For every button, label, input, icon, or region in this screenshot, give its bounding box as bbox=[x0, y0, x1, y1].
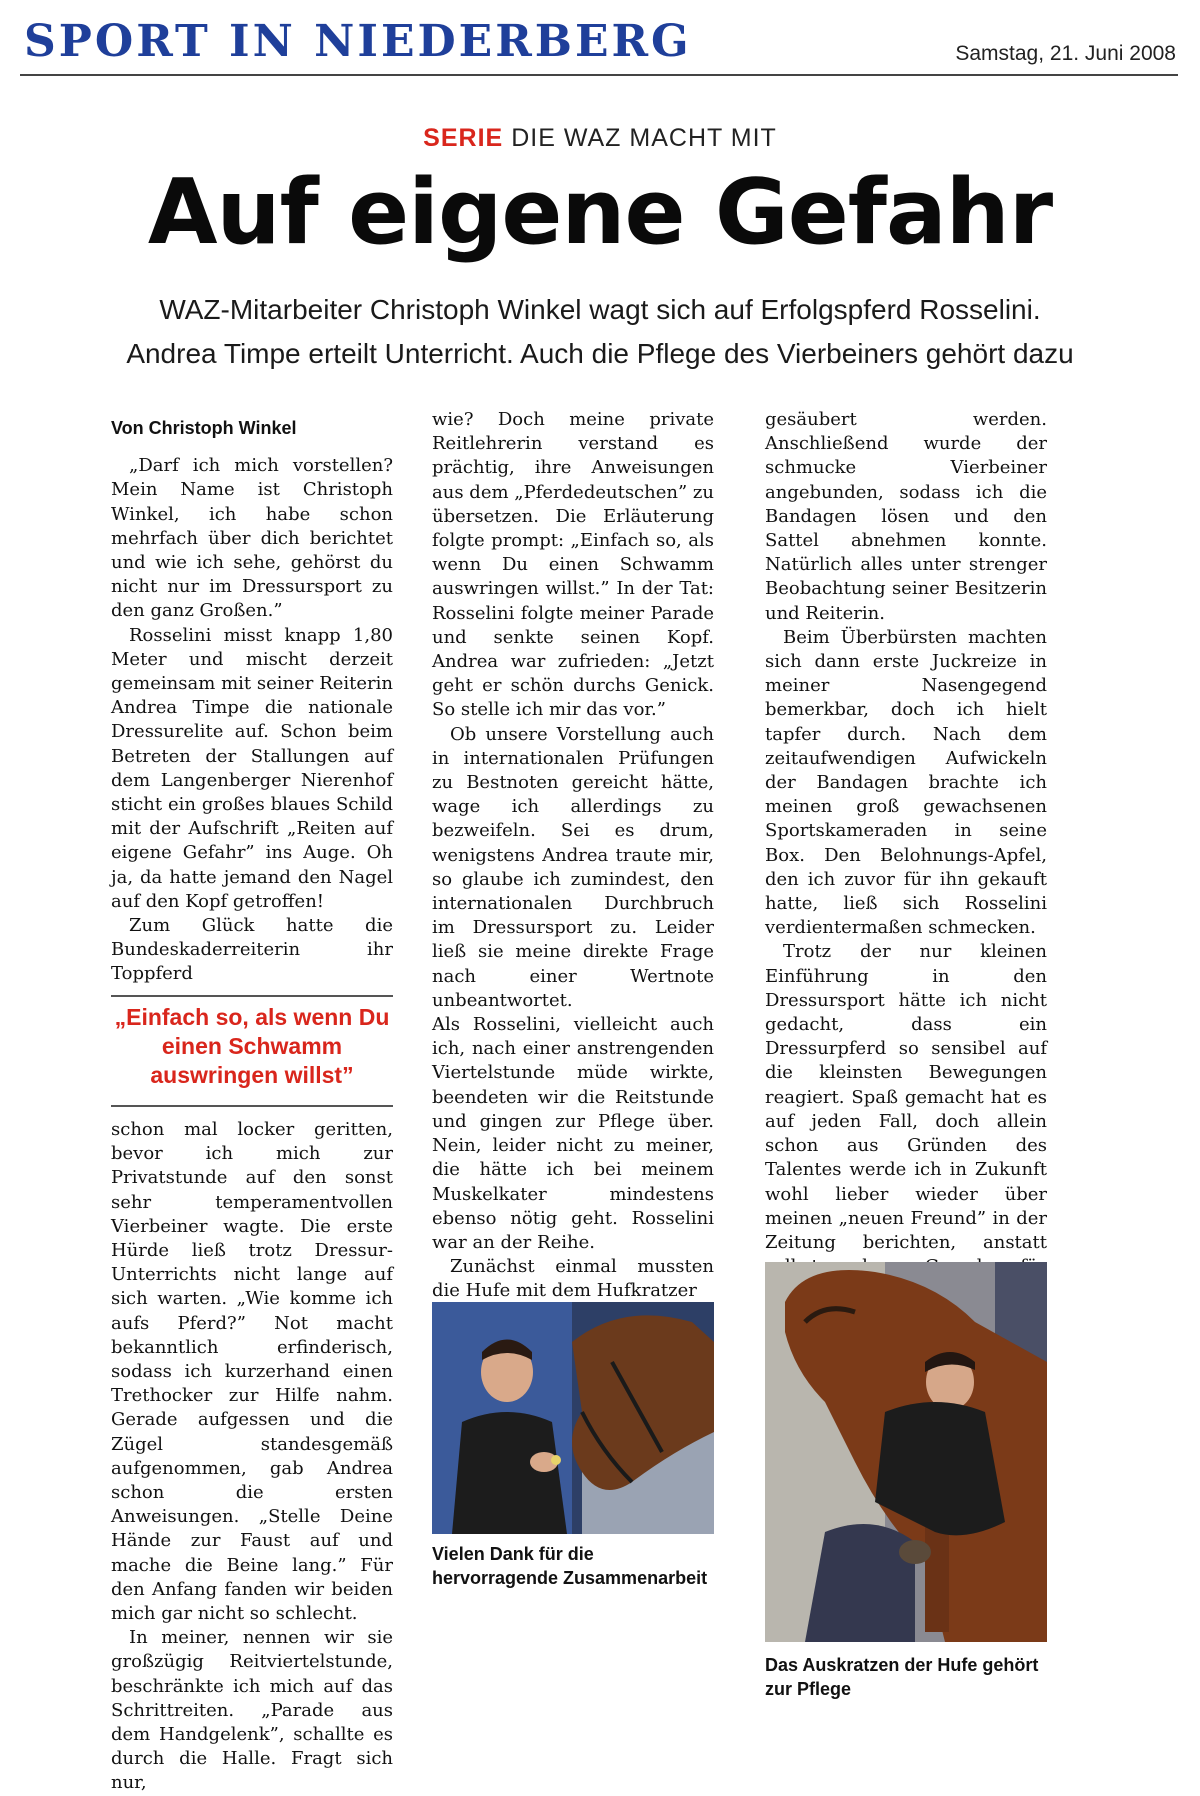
paragraph: wie? Doch meine private Reitlehrerin verstand es prächtig, ihre Anweisungen aus dem „Pferdedeutschen” zu übersetzen. Die Erläuterung folgte prompt: „Einfach so, als wenn Du einen Schwamm auswringen willst.” In der Tat: Rosselini folgte meiner Parade und senkte seinen Kopf. Andrea war zufrieden: „Jetzt geht er schön durchs Genick. So stelle ich mir das vor.” bbox=[432, 409, 714, 721]
kicker-label: SERIE bbox=[423, 124, 504, 152]
pull-quote-rule bbox=[111, 1105, 393, 1107]
column-3 bbox=[765, 408, 1047, 1304]
paragraph: Als Rosselini, vielleicht auch ich, nach einer anstrengenden Viertelstunde müde wirkte, beendeten wir die Reitstunde und gingen zur Pflege über. Nein, leider nicht zu meiner, die hätte ich bei meinem Muskelkater mindestens ebenso nötig geht. Rosselini war an der Reihe. bbox=[432, 1014, 714, 1253]
paragraph: In meiner, nennen wir sie großzügig Reitviertelstunde, beschränkte ich mich auf das Schrittreiten. „Parade aus dem Handgelenk”, schallte es durch die Halle. Fragt sich nur, bbox=[111, 1627, 393, 1794]
headline: Auf eigene Gefahr bbox=[147, 160, 1053, 265]
issue-date: Samstag, 21. Juni 2008 bbox=[955, 42, 1176, 65]
kicker bbox=[0, 124, 1200, 153]
column-1-continued bbox=[111, 1118, 393, 1796]
paragraph: „Darf ich mich vorstellen? Mein Name ist Christoph Winkel, ich habe schon mehrfach über dich berichtet und wie ich sehe, gehörst du nicht nur im Dressursport zu den ganz Großen.” bbox=[111, 455, 393, 622]
paragraph: gesäubert werden. Anschließend wurde der schmucke Vierbeiner angebunden, sodass ich die Bandagen lösen und den Sattel abnehmen konnte. Natürlich alles unter strenger Beobachtung seiner Besitzerin und Reiterin. bbox=[765, 409, 1047, 624]
photo-caption: Vielen Dank für die hervorragende Zusammenarbeit bbox=[432, 1544, 708, 1588]
subhead-line: WAZ-Mitarbeiter Christoph Winkel wagt sich auf Erfolgspferd Rosselini. bbox=[159, 294, 1041, 325]
paragraph: schon mal locker geritten, bevor ich mich zur Privatstunde auf den sonst sehr temperamentvollen Vierbeiner wagte. Die erste Hürde ließ trotz Dressur-Unterrichts nicht lange auf sich warten. „Wie komme ich aufs Pferd?” Not macht bekanntlich erfinderisch, sodass ich kurzerhand einen Trethocker zur Hilfe nahm. Gerade aufgessen und die Zügel standesgemäß aufgenommen, gab Andrea schon die ersten Anweisungen. „Stelle Deine Hände zur Faust auf und mache die Beine lang.” Für den Anfang fanden wir beiden mich gar nicht so schlecht. bbox=[111, 1119, 393, 1625]
paragraph: Zum Glück hatte die Bundeskaderreiterin ihr Toppferd bbox=[111, 915, 393, 985]
pull-quote-text: „Einfach so, als wenn Du einen Schwamm auswringen willst” bbox=[114, 1004, 390, 1088]
byline: Von Christoph Winkel bbox=[111, 418, 297, 438]
kicker-text: DIE WAZ MACHT MIT bbox=[511, 124, 777, 152]
column-1 bbox=[111, 416, 393, 987]
masthead-rule bbox=[20, 74, 1178, 76]
pull-quote bbox=[111, 995, 393, 1107]
paragraph: Trotz der nur kleinen Einführung in den Dressursport hätte ich nicht gedacht, dass ein Dressurpferd so sensibel auf die kleinsten Bewegungen reagiert. Spaß gemacht hat es auf jeden Fall, doch allein schon aus Gründen des Talentes werde ich in Zukunft wohl lieber wieder über meinen „neuen Freund” in der Zeitung berichten, anstatt bbox=[765, 941, 1047, 1253]
photo-caption: Das Auskratzen der Hufe gehört zur Pflege bbox=[765, 1655, 1039, 1699]
paragraph: Zunächst einmal mussten die Hufe mit dem Hufkratzer bbox=[432, 1256, 714, 1302]
photo-feeding-horse-image bbox=[432, 1302, 714, 1534]
photo-hoof-cleaning-image bbox=[765, 1262, 1047, 1642]
subheadline bbox=[60, 288, 1140, 376]
column-2 bbox=[432, 408, 714, 1304]
paragraph: Ob unsere Vorstellung auch in internationalen Prüfungen zu Bestnoten gereicht hätte, wage ich allerdings zu bezweifeln. Sei es drum, wenigstens Andrea traute mir, so glaube ich zumindest, den internationalen Durchbruch im Dressursport zu. Leider ließ sie meine direkte Frage nach einer Wertnote unbeantwortet. bbox=[432, 723, 714, 1011]
subhead-line: Andrea Timpe erteilt Unterricht. Auch die Pflege des Vierbeiners gehört dazu bbox=[126, 338, 1074, 369]
masthead bbox=[24, 16, 1176, 80]
paragraph: Beim Überbürsten machten sich dann erste Juckreize in meiner Nasengegend bemerkbar, doch ich hielt tapfer durch. Nach dem zeitaufwendigen Aufwickeln der Bandagen brachte ich meinen groß gewachsenen Sportskameraden in seine Box. Den Belohnungs-Apfel, den ich zuvor für ihn gekauft hatte, ließ sich Rosselini verdientermaßen schmecken. bbox=[765, 626, 1047, 939]
photo-hoof-cleaning bbox=[765, 1262, 1047, 1642]
photo-feeding-horse bbox=[432, 1302, 714, 1534]
paragraph: Rosselini misst knapp 1,80 Meter und mischt derzeit gemeinsam mit seiner Reiterin Andrea Timpe die nationale Dressurelite auf. Schon beim Betreten der Stallungen auf dem Langenberger Nierenhof sticht ein großes blaues Schild mit der Aufschrift „Reiten auf eigene Gefahr” ins Auge. Oh ja, da hatte jemand den Nagel auf den Kopf getroffen! bbox=[111, 624, 393, 912]
section-title: SPORT IN NIEDERBERG bbox=[24, 16, 692, 67]
